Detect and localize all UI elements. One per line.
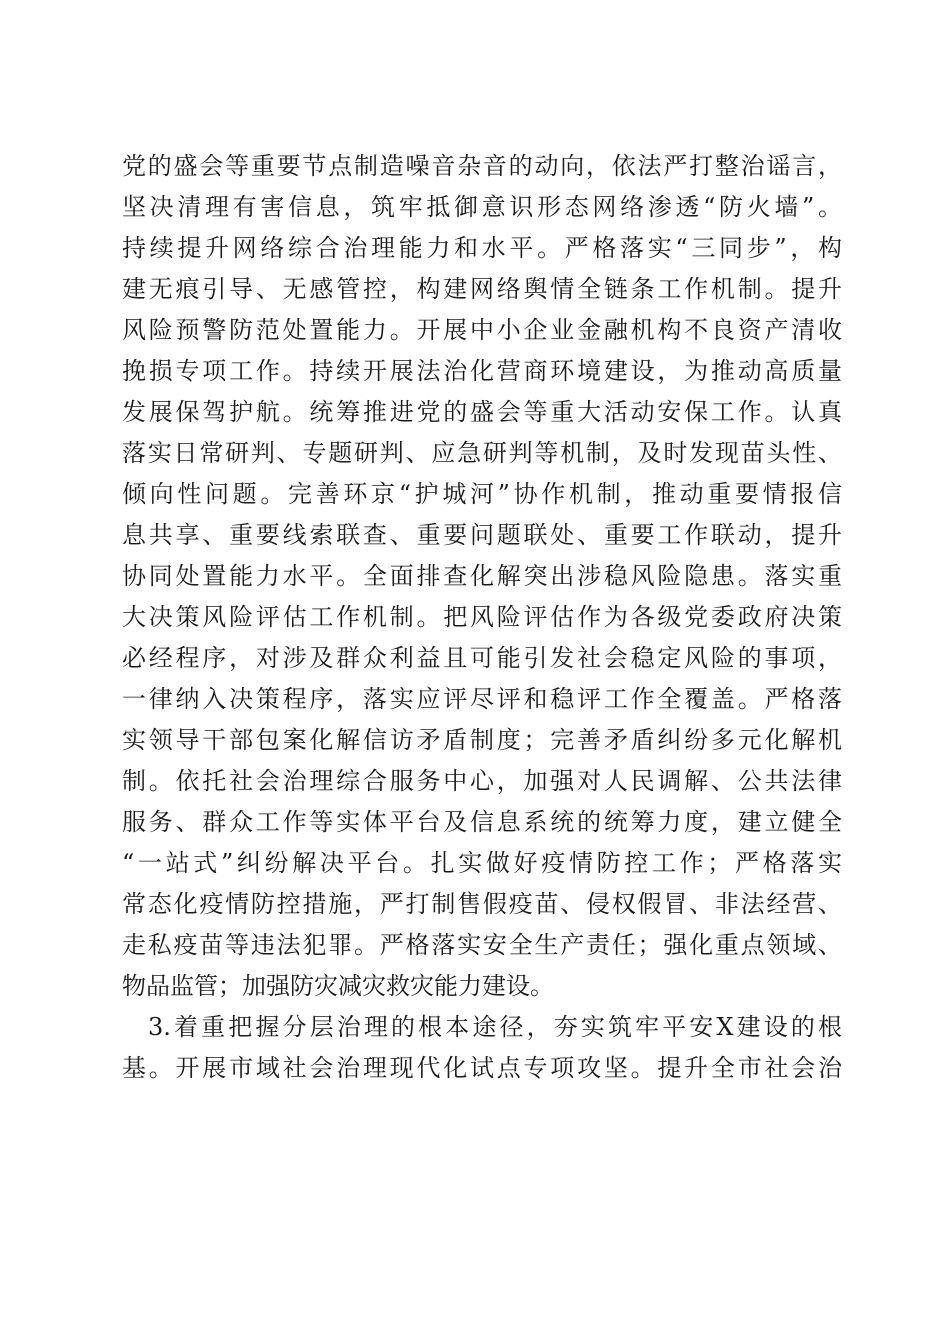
text-line: 党的盛会等重要节点制造噪音杂音的动向，依法严打整治谣言， (122, 152, 842, 180)
text-line: 大决策风险评估工作机制。把风险评估作为各级党委政府决策 (122, 603, 842, 631)
text-line: 风险预警防范处置能力。开展中小企业金融机构不良资产清收 (122, 316, 842, 344)
text-line: 协同处置能力水平。全面排查化解突出涉稳风险隐患。落实重 (122, 562, 842, 590)
text-line: 服务、群众工作等实体平台及信息系统的统筹力度，建立健全 (122, 808, 842, 836)
paragraph-1 (122, 146, 842, 1007)
text-line: 建无痕引导、无感管控，构建网络舆情全链条工作机制。提升 (122, 275, 842, 303)
text-line: 坚决清理有害信息，筑牢抵御意识形态网络渗透“防火墙”。 (122, 193, 842, 221)
text-line: 走私疫苗等违法犯罪。严格落实安全生产责任；强化重点领域、 (122, 931, 842, 959)
text-line: “一站式”纠纷解决平台。扎实做好疫情防控工作；严格落实 (122, 849, 842, 877)
paragraph-2 (122, 1007, 842, 1089)
text-line: 必经程序，对涉及群众利益且可能引发社会稳定风险的事项， (122, 644, 842, 672)
text-line: 落实日常研判、专题研判、应急研判等机制，及时发现苗头性、 (122, 439, 842, 467)
text-line: 常态化疫情防控措施，严打制售假疫苗、侵权假冒、非法经营、 (122, 890, 842, 918)
text-line: 挽损专项工作。持续开展法治化营商环境建设，为推动高质量 (122, 357, 842, 385)
body-text (122, 146, 842, 1089)
text-line: 息共享、重要线索联查、重要问题联处、重要工作联动，提升 (122, 521, 842, 549)
text-line: 制。依托社会治理综合服务中心，加强对人民调解、公共法律 (122, 767, 842, 795)
text-line: 3.着重把握分层治理的根本途径，夯实筑牢平安X建设的根 (148, 1013, 842, 1041)
text-line: 倾向性问题。完善环京“护城河”协作机制，推动重要情报信 (122, 480, 842, 508)
text-line: 持续提升网络综合治理能力和水平。严格落实“三同步”，构 (122, 234, 842, 262)
text-line: 物品监管；加强防灾减灾救灾能力建设。 (122, 972, 554, 1000)
text-line: 发展保驾护航。统筹推进党的盛会等重大活动安保工作。认真 (122, 398, 842, 426)
text-line: 实领导干部包案化解信访矛盾制度；完善矛盾纠纷多元化解机 (122, 726, 842, 754)
text-line: 基。开展市域社会治理现代化试点专项攻坚。提升全市社会治 (122, 1054, 842, 1082)
text-line: 一律纳入决策程序，落实应评尽评和稳评工作全覆盖。严格落 (122, 685, 842, 713)
